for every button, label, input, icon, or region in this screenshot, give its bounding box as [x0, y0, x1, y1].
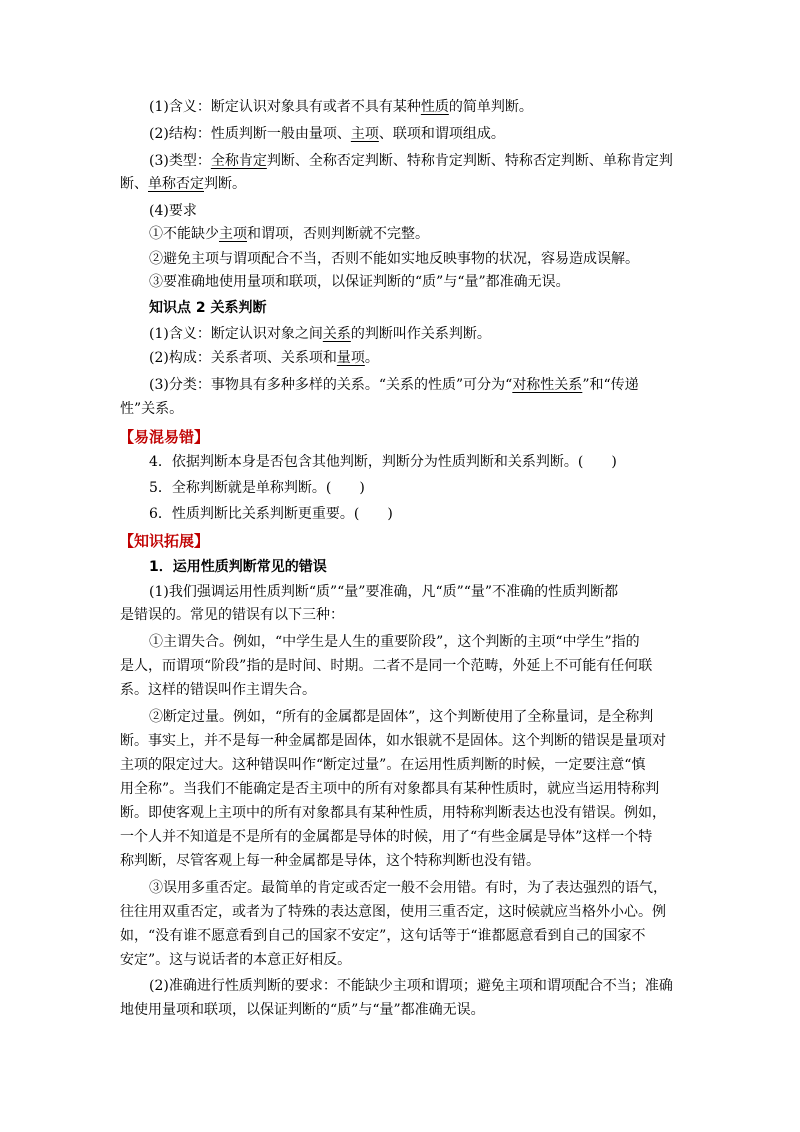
paragraph-line: 称判断，尽管客观上每一种金属都是导体，这个特称判断也没有错。 [120, 853, 540, 869]
paragraph-line: 是错误的。常见的错误有以下三种： [120, 607, 344, 623]
paragraph-line: ①主谓失合。例如，“中学生是人生的重要阶段”，这个判断的主项“中学生”指的 [149, 634, 640, 650]
knowledge-point-2-heading: 知识点 2 关系判断 [149, 300, 267, 316]
section-confusing-errors: 【易混易错】 [119, 428, 210, 446]
relation-classification-cont: 性”关系。 [120, 401, 184, 417]
property-requirements-heading: (4)要求 [149, 203, 197, 219]
paragraph-line: 如，“没有谁不愿意看到自己的国家不安定”，这句话等于“谁都愿意看到自己的国家不 [120, 928, 646, 944]
paragraph-line: 往往用双重否定，或者为了特殊的表达意图，使用三重否定，这时候就应当格外小心。例 [120, 904, 666, 920]
paragraph-line: 是人，而谓项“阶段”指的是时间、时期。二者不是同一个范畴，外延上不可能有任何联 [120, 658, 653, 674]
property-structure: (2)结构：性质判断一般由量项、主项、联项和谓项组成。 [149, 126, 505, 142]
requirement-2: ②避免主项与谓项配合不当，否则不能如实地反映事物的状况，容易造成误解。 [149, 251, 639, 267]
section-knowledge-extension: 【知识拓展】 [119, 532, 210, 550]
paragraph-line: (1)我们强调运用性质判断“质”“量”要准确，凡“质”“量”不准确的性质判断都 [149, 584, 619, 600]
paragraph-line: 主项的限定过大。这种错误叫作“断定过量”。在运用性质判断的时候，一定要注意“慎 [120, 757, 646, 773]
question-5: 5．全称判断就是单称判断。( ) [149, 480, 365, 496]
property-types-cont: 断、单称否定判断。 [120, 176, 246, 192]
property-types: (3)类型：全称肯定判断、全称否定判断、特称肯定判断、特称否定判断、单称肯定判 [149, 153, 673, 169]
requirement-1: ①不能缺少主项和谓项，否则判断就不完整。 [149, 226, 429, 242]
paragraph-line: ②断定过量。例如，“所有的金属都是固体”，这个判断使用了全称量词，是全称判 [149, 709, 654, 725]
paragraph-line: 地使用量项和联项，以保证判断的“质”与“量”都准确无误。 [120, 1002, 485, 1018]
paragraph-line: 系。这样的错误叫作主谓失合。 [120, 682, 316, 698]
paragraph-line: 安定”。这与说话者的本意正好相反。 [120, 952, 352, 968]
requirement-3: ③要准确地使用量项和联项，以保证判断的“质”与“量”都准确无误。 [149, 274, 570, 290]
paragraph-line: ③误用多重否定。最简单的肯定或否定一般不会用错。有时，为了表达强烈的语气， [149, 880, 667, 896]
question-6: 6．性质判断比关系判断更重要。( ) [149, 506, 393, 522]
property-definition: (1)含义：断定认识对象具有或者不具有某种性质的简单判断。 [149, 99, 533, 115]
paragraph-line: 用全称”。当我们不能确定是否主项中的所有对象都具有某种性质时，就应当运用特称判 [120, 781, 660, 797]
relation-definition: (1)含义：断定认识对象之间关系的判断叫作关系判断。 [149, 326, 491, 342]
extension-heading-1: 1．运用性质判断常见的错误 [149, 559, 327, 575]
paragraph-line: 一个人并不知道是不是所有的金属都是导体的时候，用了“有些金属是导体”这样一个特 [120, 829, 653, 845]
relation-classification: (3)分类：事物具有多种多样的关系。“关系的性质”可分为“对称性关系”和“传递 [149, 377, 639, 393]
paragraph-line: 断。事实上，并不是每一种金属都是固体，如水银就不是固体。这个判断的错误是量项对 [120, 733, 666, 749]
paragraph-line: 断。即使客观上主项中的所有对象都具有某种性质，用特称判断表达也没有错误。例如， [120, 805, 666, 821]
relation-composition: (2)构成：关系者项、关系项和量项。 [149, 350, 379, 366]
question-4: 4．依据判断本身是否包含其他判断，判断分为性质判断和关系判断。( ) [149, 454, 617, 470]
paragraph-line: (2)准确进行性质判断的要求：不能缺少主项和谓项；避免主项和谓项配合不当；准确 [149, 978, 673, 994]
